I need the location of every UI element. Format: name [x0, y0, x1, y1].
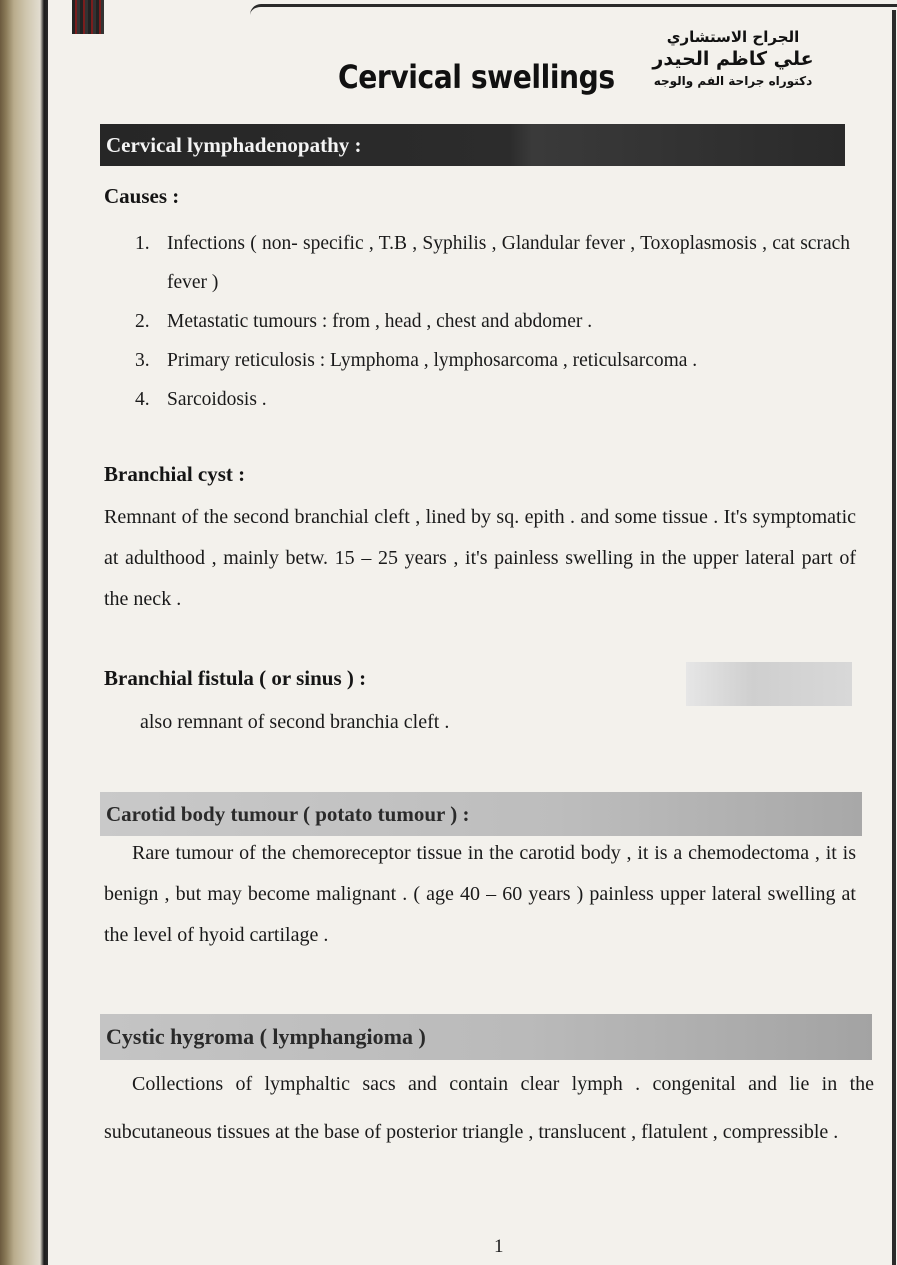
list-item [135, 224, 850, 302]
binder-clip-icon [72, 0, 104, 34]
list-item-number: 2. [135, 311, 150, 332]
list-item-number: 3. [135, 350, 150, 371]
list-item-text: Primary reticulosis : Lymphoma , lymphosarcoma , reticulsarcoma . [167, 350, 698, 371]
list-item [135, 380, 850, 419]
section-heading-branchial-fistula: Branchial fistula ( or sinus ) : [104, 666, 367, 690]
author-stamp-line-2: علي كاظم الحيدر [652, 48, 814, 70]
author-stamp-line-3: دكتوراه جراحة الفم والوجه [653, 74, 813, 88]
section-heading-cystic-hygroma: Cystic hygroma ( lymphangioma ) [100, 1014, 872, 1060]
cystic-hygroma-text: Collections of lymphaltic sacs and contain clear lymph . congenital and lie in the subcutaneous tissues at the base of posterior triangle , translucent , flatulent , compressible . [104, 1073, 874, 1143]
book-binding-edge [0, 0, 48, 1265]
author-stamp-line-1: الجراح الاستشاري [666, 28, 800, 46]
list-item-number: 1. [135, 233, 150, 254]
causes-list [135, 224, 850, 419]
list-item [135, 341, 850, 380]
scan-smudge [686, 662, 852, 706]
carotid-body-text: Rare tumour of the chemoreceptor tissue in the carotid body , it is a chemodectoma , it is benign , but may become malignant . ( age 40 – 60 years ) painless upper lateral swelling at the level of hyoid cartilage . [104, 842, 856, 946]
causes-label: Causes : [104, 184, 180, 208]
author-stamp [628, 26, 838, 112]
branchial-cyst-text: Remnant of the second branchial cleft , lined by sq. epith . and some tissue . It's symptomatic at adulthood , mainly betw. 15 – 25 years , it's painless swelling in the upper lateral part of the neck . [104, 506, 856, 610]
section-heading-branchial-cyst: Branchial cyst : [104, 462, 246, 486]
page-top-edge [250, 4, 897, 15]
page-right-edge [892, 10, 896, 1265]
section-heading-lymphadenopathy: Cervical lymphadenopathy : [100, 124, 845, 166]
section-heading-carotid-body: Carotid body tumour ( potato tumour ) : [100, 792, 862, 836]
page-number: 1 [494, 1236, 504, 1257]
list-item-text: Infections ( non- specific , T.B , Syphilis , Glandular fever , Toxoplasmosis , cat scrach fever ) [167, 233, 850, 293]
branchial-fistula-text: also remnant of second branchia cleft . [140, 711, 450, 733]
list-item-text: Metastatic tumours : from , head , chest and abdomer . [167, 311, 593, 332]
list-item-text: Sarcoidosis . [167, 389, 267, 410]
list-item-number: 4. [135, 389, 150, 410]
list-item [135, 302, 850, 341]
page-title: Cervical swellings [338, 58, 615, 96]
